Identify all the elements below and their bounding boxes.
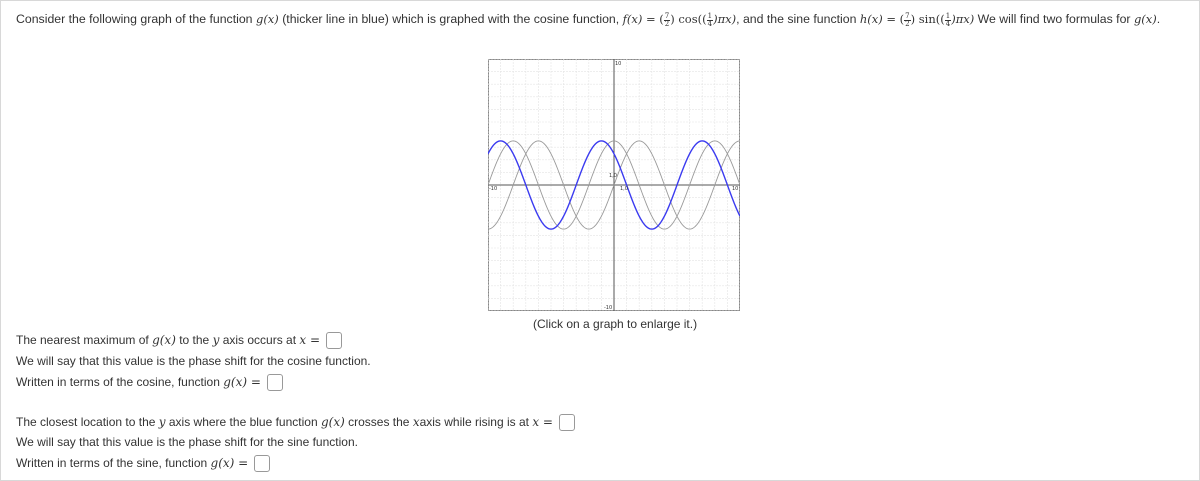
g-of-x: g(x): [255, 12, 279, 26]
f-freq-num: 1: [707, 11, 713, 20]
x-left-label: -10: [489, 186, 498, 192]
q2-text: axis while rising is at: [419, 415, 533, 429]
f-of-x: f(x): [622, 12, 643, 26]
q2-y: y: [158, 415, 166, 429]
q2-text: axis where the blue function: [165, 415, 321, 429]
h-formula: [860, 12, 974, 26]
q2-text: crosses the: [344, 415, 413, 429]
intro-text: , and the sine function: [736, 12, 860, 26]
h-eq: = (: [882, 12, 905, 26]
f-freq-den: 4: [707, 19, 713, 28]
h-tail: )πx): [951, 12, 975, 26]
answer-input-max-location[interactable]: [326, 332, 342, 349]
q2-line3-g: g(x): [210, 456, 235, 470]
q1-g: g(x): [152, 333, 176, 347]
f-eq: = (: [642, 12, 664, 26]
h-freq-den: 4: [945, 19, 951, 28]
x-right-label: 10: [732, 186, 739, 192]
question-1-line-3: [16, 374, 283, 391]
h-mid: ) sin((: [910, 12, 945, 26]
q1-line3-equals: =: [247, 375, 265, 389]
question-2-line-1: [16, 414, 575, 431]
f-formula: [623, 12, 737, 26]
q1-text: The nearest maximum of: [16, 333, 153, 347]
intro-text: We will find two formulas for: [974, 12, 1134, 26]
question-2-line-3: [16, 455, 270, 472]
q1-y: y: [212, 333, 220, 347]
q2-equals: =: [539, 415, 557, 429]
x-unit-label: 1,0: [620, 186, 628, 192]
question-1-line-2: We will say that this value is the phase shift for the cosine function.: [16, 354, 371, 368]
f-tail: )πx): [713, 12, 737, 26]
problem-statement: [16, 12, 1191, 28]
q2-line3-equals: =: [234, 456, 253, 470]
intro-period: .: [1156, 12, 1161, 26]
q2-line3-text: Written in terms of the sine, function: [16, 456, 211, 470]
y-top-label: 10: [615, 61, 622, 67]
q2-g: g(x): [320, 415, 345, 429]
q2-text: The closest location to the: [16, 415, 159, 429]
graph-thumbnail[interactable]: [488, 59, 740, 311]
h-freq-num: 1: [945, 11, 951, 20]
graph-caption: (Click on a graph to enlarge it.): [533, 317, 698, 331]
intro-text: (thicker line in blue) which is graphed with the cosine function,: [278, 12, 623, 26]
y-bottom-label: -10: [604, 305, 613, 311]
f-amp-num: 7: [664, 11, 670, 20]
intro-text: Consider the following graph of the function: [16, 12, 256, 26]
h-amp-num: 7: [905, 11, 910, 20]
q1-text: axis occurs at: [219, 333, 300, 347]
h-of-x: h(x): [859, 12, 883, 26]
q1-equals: =: [306, 333, 324, 347]
q2-x2: x: [532, 415, 540, 429]
graph-image[interactable]: [488, 59, 740, 311]
f-amp-den: 2: [664, 19, 670, 28]
answer-input-crossing-location[interactable]: [559, 414, 575, 431]
q1-line3-g: g(x): [223, 375, 248, 389]
q1-x: x: [299, 333, 307, 347]
q2-x: x: [412, 415, 420, 429]
y-unit-label: 1,0: [609, 173, 617, 179]
f-mid: ) cos((: [670, 12, 707, 26]
q1-line3-text: Written in terms of the cosine, function: [16, 375, 224, 389]
q1-text: to the: [175, 333, 213, 347]
h-amp-den: 2: [905, 19, 910, 28]
answer-input-cosine-formula[interactable]: [267, 374, 283, 391]
question-1-line-1: [16, 332, 342, 349]
answer-input-sine-formula[interactable]: [254, 455, 270, 472]
question-2-line-2: We will say that this value is the phase shift for the sine function.: [16, 435, 358, 449]
g-of-x: g(x): [1133, 12, 1157, 26]
